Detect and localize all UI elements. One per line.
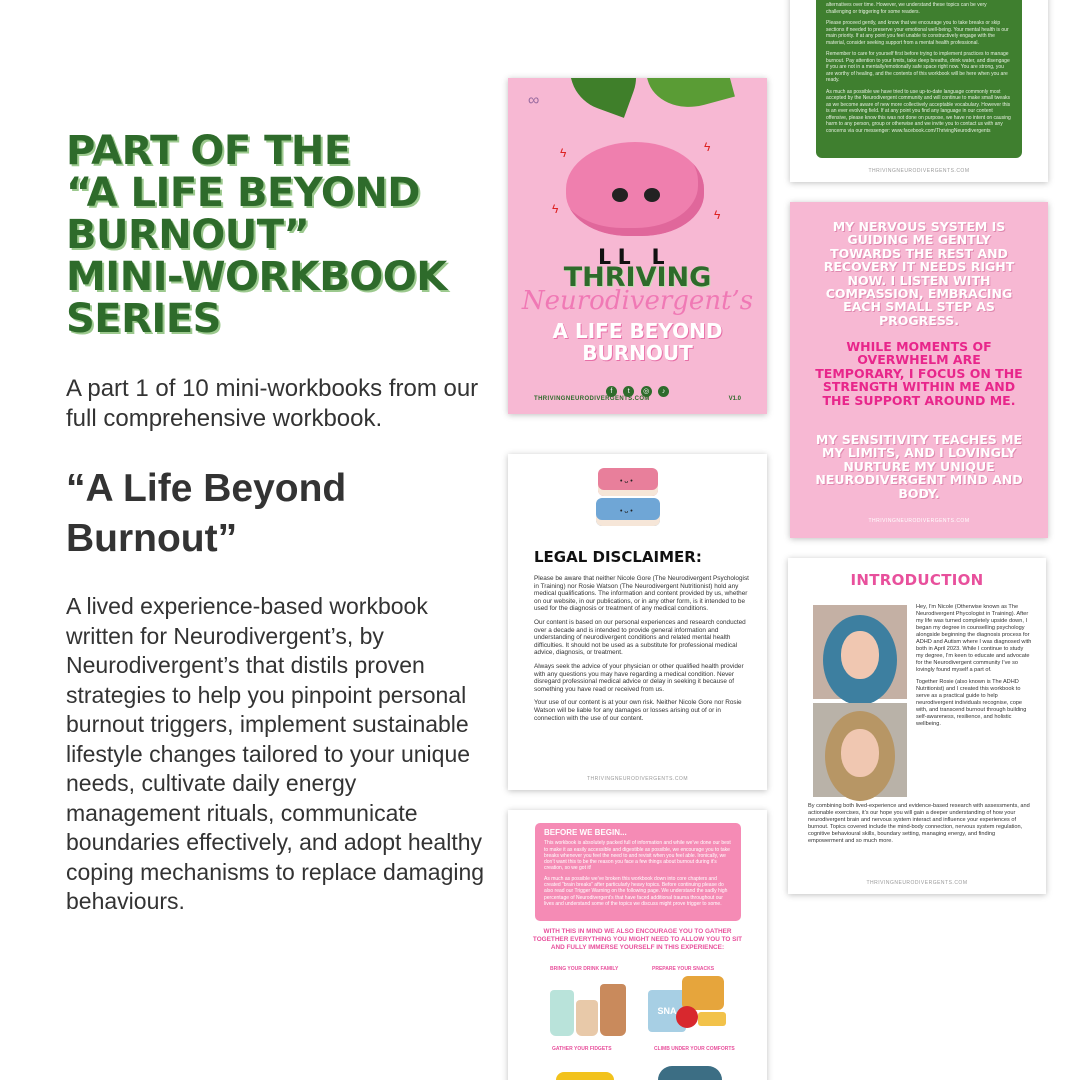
paragraph: Your use of our content is at your own risk. Neither Nicole Gore nor Rosie Watson will be liable for any damages or losses arising out of or in connection with the use of our content. xyxy=(534,699,742,722)
brain-icon xyxy=(566,142,704,236)
paragraph: Hey, I’m Nicole (Otherwise known as The Neurodivergent Phycologist in Training). After my life was turned completely upside down, I began my degree in counselling psychology alongside beginning the diagnosis process for ADHD and Autism where I was diagnosed with both in April 2023. While I continue to study my degree, I’m keen to educate and advocate for the Neurodivergent community I’ve so lovingly found myself a part of. xyxy=(916,604,1032,673)
blanket-icon xyxy=(658,1066,722,1080)
item-label: GATHER YOUR FIDGETS xyxy=(552,1046,612,1052)
snacks-illustration xyxy=(648,976,728,1036)
candy-bar-icon xyxy=(698,1012,726,1026)
page-footer-url: THRIVINGNEURODIVERGENTS.COM xyxy=(868,518,970,524)
eye-icon xyxy=(612,188,628,202)
sandwich-icon xyxy=(682,976,724,1010)
headline-line: “A LIFE BEYOND xyxy=(66,170,420,216)
preview-page-legal-disclaimer xyxy=(508,454,767,790)
workbook-description: A lived experience-based workbook written for Neurodivergent’s, by Neurodivergent’s that distils proven strategies to help you pinpoint personal burnout triggers, implement sustainable lifestyle changes tailored to your unique needs, cultivate daily energy management rituals, communicate boundaries effectively, and adopt healthy coping mechanisms to replace damaging behaviours. xyxy=(66,593,485,914)
headline-line: SERIES xyxy=(66,296,221,342)
instagram-icon: ◎ xyxy=(641,386,652,397)
stress-spark-icon: ϟ xyxy=(560,146,567,160)
paragraph: As much as possible we’ve broken this workbook down into core chapters and created “brain breaks” after particularly heavy topics. Before continuing please do also read our Trigger Warning on the following page. We understand the sadly high percentage of Neurodivergent’s that have faced additional trauma throughout our lives and understand some of the topics we discuss might prove trigger to some. xyxy=(544,875,728,907)
stress-spark-icon: ϟ xyxy=(704,140,711,154)
preview-page-cover xyxy=(508,78,767,414)
infinity-icon: ∞ xyxy=(528,92,540,109)
affirmation-text: MY SENSITIVITY TEACHES ME MY LIMITS, AND I LOVINGLY NURTURE MY UNIQUE NEURODIVERGENT MIND AND BODY. xyxy=(815,432,1023,501)
book-icon xyxy=(596,498,660,526)
workbook-title: “A Life Beyond Burnout” xyxy=(66,467,347,560)
author-photo-nicole xyxy=(813,605,907,699)
stacked-books-icon xyxy=(596,468,662,528)
page-footer-url: THRIVINGNEURODIVERGENTS.COM xyxy=(868,168,970,174)
cover-title xyxy=(508,320,767,364)
cover-brand: THRIVING xyxy=(563,262,712,293)
paragraph: Remember to care for yourself first before trying to implement practices to manage burnout. Pay attention to your limits, take deep breaths, drink water, and disengage if you are not in a mentally/emotionally safe space right now. You are strong, you are worthy of healing, and the contents of this workbook will be here when you are ready. xyxy=(826,51,1010,83)
intro-title: INTRODUCTION xyxy=(850,571,984,589)
cover-version: V1.0 xyxy=(728,396,741,402)
cover-script-text: Neurodivergent’s xyxy=(521,286,754,316)
author-photo-rosie xyxy=(813,703,907,797)
preview-page-before-we-begin xyxy=(508,810,767,1080)
cover-url: THRIVINGNEURODIVERGENTS.COM xyxy=(534,396,650,402)
stressed-brain-illustration xyxy=(548,126,728,276)
item-label: BRING YOUR DRINK FAMILY xyxy=(550,966,619,972)
coffee-cup-icon xyxy=(576,1000,598,1036)
stress-spark-icon: ϟ xyxy=(714,208,721,222)
fidget-toy-icon xyxy=(556,1072,614,1080)
twitter-icon: t xyxy=(623,386,634,397)
trigger-warning-box xyxy=(816,0,1022,158)
before-we-begin-box xyxy=(535,823,741,921)
facebook-icon: f xyxy=(606,386,617,397)
legal-body xyxy=(534,575,749,728)
item-label: PREPARE YOUR SNACKS xyxy=(652,966,715,972)
drink-bottle-icon xyxy=(550,990,574,1036)
headline-line: PART OF THE xyxy=(66,128,351,174)
preview-page-trigger-warning xyxy=(790,0,1048,182)
eye-icon xyxy=(644,188,660,202)
apple-icon xyxy=(676,1006,698,1028)
smile-face-icon: • ᴗ • xyxy=(620,478,633,485)
smile-face-icon: • ᴗ • xyxy=(620,508,633,515)
brain-legs-icon: ʟʟ ʟ xyxy=(598,238,672,271)
stress-spark-icon: ϟ xyxy=(552,202,559,216)
item-label: CLIMB UNDER YOUR COMFORTS xyxy=(654,1046,735,1052)
affirmation-text: MY NERVOUS SYSTEM IS GUIDING ME GENTLY TOWARDS THE REST AND RECOVERY IT NEEDS RIGHT NOW. I LISTEN WITH COMPASSION, EMBRACING EACH SMALL STEP AS PROGRESS. xyxy=(823,219,1015,328)
series-headline xyxy=(66,130,486,340)
paragraph: Please be aware that neither Nicole Gore (The Neurodivergent Psychologist in Training) nor Rosie Watson (The Neurodivergent Nutritionist) hold any medical qualifications. The information and content provided by us, whether on our website, in our publications, or in any other form, is it intended to be used for the diagnosis or treatment of any medical conditions. xyxy=(534,575,749,613)
headline-line: MINI-WORKBOOK xyxy=(66,254,447,300)
paragraph: alternatives over time. However, we understand these topics can be very challenging or triggering for some readers. xyxy=(826,2,987,15)
box-heading: BEFORE WE BEGIN... xyxy=(544,828,627,837)
paragraph: As much as possible we have tried to use up-to-date language commonly most accepted by the Neurodivergent community and will continue to make small tweaks as we become aware of new more collectively acceptable vocabulary. However this is an ever evolving field. If at any point you find any language in our content offensive, please know this was not done on purpose, we have no intent on causing harm to any person, group or otherwise and we invite you to contact us with any concerns via our messenger: www.facebook.com/ThrivingNeurodivergents xyxy=(826,88,1011,134)
paragraph: Please proceed gently, and know that we encourage you to take breaks or skip sections if needed to preserve your emotional well-being. Your mental health is our main priority. If at any point you feel unable to constructively engage with the material, consider seeking support from a mental health professional. xyxy=(826,20,1009,46)
cover-title-line: BURNOUT xyxy=(582,341,693,365)
bubble-tea-icon xyxy=(600,984,626,1036)
headline-line: BURNOUT” xyxy=(66,212,310,258)
leaf-illustration xyxy=(558,78,648,118)
affirmation-text: WHILE MOMENTS OF OVERWHELM ARE TEMPORARY, I FOCUS ON THE STRENGTH WITHIN ME AND THE SUPPORT AROUND ME. xyxy=(815,339,1023,408)
intro-bio xyxy=(916,604,1032,733)
paragraph: Always seek the advice of your physician or other qualified health provider with any questions you may have regarding a medical condition. Never disregard professional medical advice or delay in seeking it because of something you have read or received from us. xyxy=(534,662,744,693)
tiktok-icon: ♪ xyxy=(658,386,669,397)
cover-title-line: A LIFE BEYOND xyxy=(552,319,723,343)
subtitle: A part 1 of 10 mini-workbooks from our full comprehensive workbook. xyxy=(66,375,479,432)
drinks-illustration xyxy=(550,978,632,1036)
paragraph: Together Rosie (also known is The ADHD Nutritionist) and I created this workbook to serve as a practical guide to help neurodivergent individuals recognise, cope with, and transcend burnout through building self-awareness, resilience, and holistic wellbeing. xyxy=(916,679,1027,727)
legal-title: LEGAL DISCLAIMER: xyxy=(534,548,702,566)
intro-summary: By combining both lived-experience and evidence-based research with assessments, and actionable exercises, it’s our hope you will gain a deeper understanding of how your neurodivergent brain and nervous system interact and influence your experiences of burnout. Topics covered include the mind-body connection, nervous system regulation, cognitive behavioural skills, boundary setting, managing energy, and finding empowerment and so much more. xyxy=(808,803,1030,844)
face-shape xyxy=(841,729,879,777)
book-icon xyxy=(598,468,658,496)
face-shape xyxy=(841,631,879,679)
snack-bag-icon: SNA xyxy=(648,990,686,1032)
preview-page-affirmation xyxy=(790,202,1048,538)
leaf-illustration xyxy=(641,78,735,117)
paragraph: This workbook is absolutely packed full of information and while we’ve done our best to make it as easily accessible and digestible as possible, we encourage you to take breaks whenever you feel the need to and revisit when you feel able. Ironically, we don’t want this to be the reason you face a few things about burnout during it’s creation, so we got it! xyxy=(544,840,731,872)
page-footer-url: THRIVINGNEURODIVERGENTS.COM xyxy=(866,880,968,886)
preview-page-introduction xyxy=(788,558,1046,894)
before-cta: WITH THIS IN MIND WE ALSO ENCOURAGE YOU TO GATHER TOGETHER EVERYTHING YOU MIGHT NEED TO ALLOW YOU TO SIT AND FULLY IMMERSE YOURSELF IN THIS EXPERIENCE: xyxy=(532,928,743,951)
paragraph: Our content is based on our personal experiences and research conducted over a decade and is intended to provide general information and understanding of neurodivergent conditions and related mental health difficulties. It should not be used as a substitute for professional medical advice, diagnosis, or treatment. xyxy=(534,618,746,657)
page-footer-url: THRIVINGNEURODIVERGENTS.COM xyxy=(586,776,688,782)
